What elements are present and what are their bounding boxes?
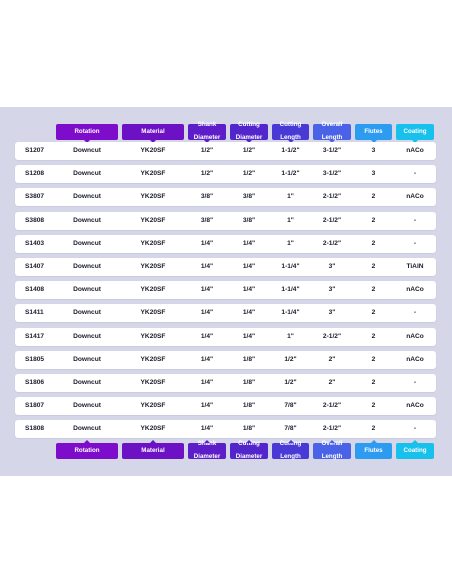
cell-cutting_len: 1" [287, 332, 294, 340]
cell-rotation: Downcut [73, 355, 101, 363]
cell-material: YK20SF [140, 216, 166, 224]
column-header-label: Diameter [235, 453, 263, 461]
cell-coating: TiAlN [406, 263, 424, 270]
cell-overall: 2-1/2" [322, 332, 342, 340]
cell-cutting_len: 1-1/4" [281, 286, 300, 294]
cell-flutes: 3 [371, 170, 376, 178]
cell-rotation: Downcut [73, 402, 101, 410]
cell-rotation: Downcut [73, 263, 101, 270]
cell-flutes: 2 [371, 239, 376, 247]
table-row [15, 188, 436, 206]
cell-rotation: Downcut [73, 170, 101, 178]
cell-coating: - [413, 170, 417, 178]
cell-shank: 1/4" [200, 355, 214, 363]
column-header-overall-bottom [313, 440, 351, 461]
cell-rotation: Downcut [73, 286, 101, 294]
cell-rotation: Downcut [73, 309, 101, 317]
cell-material: YK20SF [140, 402, 166, 410]
column-header-label: Material [141, 127, 165, 135]
column-header-label: Diameter [193, 134, 221, 142]
cell-rotation: Downcut [73, 425, 101, 433]
cell-overall: 2-1/2" [322, 239, 342, 247]
table-header-top [15, 121, 436, 142]
column-header-label: Rotation [74, 446, 100, 454]
table-row [15, 328, 436, 346]
cell-material: YK20SF [140, 170, 166, 178]
column-header-label: Diameter [235, 134, 263, 142]
cell-coating: nACo [406, 402, 424, 410]
cell-coating: - [413, 216, 417, 224]
cell-rotation: Downcut [73, 193, 101, 201]
cell-cutting_dia: 1/4" [242, 239, 256, 247]
table-row [15, 351, 436, 369]
cell-cutting_dia: 1/2" [242, 147, 256, 154]
cell-overall: 3" [328, 286, 336, 294]
column-header-label: Overall [321, 121, 343, 129]
cell-overall: 2-1/2" [322, 193, 342, 201]
cell-code: S1403 [25, 239, 45, 247]
cell-overall: 2" [328, 379, 336, 386]
column-header-cutting_len-top [272, 121, 309, 142]
column-header-label: Coating [403, 446, 427, 454]
cell-shank: 1/4" [200, 425, 214, 433]
column-header-label: Material [141, 446, 165, 454]
cell-flutes: 2 [371, 286, 376, 294]
cell-cutting_len: 1-1/2" [281, 170, 300, 178]
cell-cutting_len: 7/8" [284, 425, 297, 433]
cell-cutting_len: 1-1/4" [281, 263, 300, 270]
cell-material: YK20SF [140, 379, 166, 386]
cell-code: S1417 [25, 332, 45, 340]
column-header-label: Rotation [74, 127, 100, 135]
cell-material: YK20SF [140, 239, 166, 247]
column-header-material-top [122, 124, 184, 140]
cell-code: S1207 [25, 147, 45, 154]
cell-cutting_len: 1/2" [284, 355, 297, 363]
column-header-flutes-bottom [355, 443, 392, 459]
cell-code: S1805 [25, 355, 45, 363]
cell-overall: 2-1/2" [322, 216, 342, 224]
cell-code: S1208 [25, 170, 45, 178]
column-header-label: Flutes [364, 127, 383, 135]
cell-material: YK20SF [140, 425, 166, 433]
column-header-coating-bottom [396, 443, 434, 459]
column-header-rotation-bottom [56, 443, 118, 459]
table-row [15, 142, 436, 160]
column-header-label: Cutting [238, 440, 260, 448]
column-header-label: Length [280, 134, 301, 142]
cell-flutes: 2 [371, 425, 376, 433]
cell-overall: 3" [328, 263, 336, 270]
column-header-overall-top [313, 121, 351, 142]
cell-shank: 1/4" [200, 332, 214, 340]
cell-shank: 1/4" [200, 309, 214, 317]
column-header-coating-top [396, 124, 434, 140]
column-header-cutting_len-bottom [272, 440, 309, 461]
cell-cutting_dia: 1/4" [242, 309, 256, 317]
cell-code: S3808 [25, 216, 45, 224]
column-header-label: Diameter [193, 453, 221, 461]
cell-cutting_dia: 1/8" [242, 355, 256, 363]
column-header-label: Cutting [279, 440, 302, 448]
column-header-label: Coating [403, 127, 427, 135]
cell-material: YK20SF [140, 286, 166, 294]
cell-shank: 1/4" [200, 286, 214, 294]
table-row [15, 258, 436, 276]
cell-code: S1411 [25, 309, 44, 317]
cell-cutting_dia: 3/8" [242, 193, 256, 201]
cell-coating: nACo [406, 286, 424, 294]
cell-cutting_dia: 1/2" [242, 170, 256, 178]
cell-cutting_len: 7/8" [284, 402, 297, 410]
cell-overall: 2" [328, 355, 336, 363]
cell-rotation: Downcut [73, 332, 101, 340]
cell-flutes: 2 [371, 332, 376, 340]
column-header-cutting_dia-top [230, 121, 268, 142]
table-row [15, 165, 436, 183]
cell-coating: - [413, 239, 417, 247]
column-header-label: Cutting [279, 121, 302, 129]
cell-shank: 1/4" [200, 402, 214, 410]
cell-cutting_len: 1" [287, 216, 294, 224]
cell-flutes: 2 [371, 193, 376, 201]
table-header-bottom [15, 440, 436, 461]
column-header-shank-top [188, 121, 226, 142]
cell-cutting_len: 1-1/4" [281, 309, 300, 317]
cell-cutting_len: 1" [287, 239, 294, 247]
cell-coating: - [413, 309, 417, 317]
cell-coating: nACo [406, 355, 424, 363]
cell-shank: 3/8" [200, 216, 214, 224]
cell-material: YK20SF [140, 263, 166, 270]
cell-cutting_len: 1" [287, 193, 294, 201]
cell-cutting_dia: 1/8" [242, 425, 256, 433]
cell-flutes: 2 [371, 379, 376, 386]
cell-rotation: Downcut [73, 216, 101, 224]
cell-overall: 3-1/2" [322, 170, 342, 178]
cell-code: S1807 [25, 402, 45, 410]
cell-shank: 1/4" [200, 379, 214, 386]
cell-code: S1408 [25, 286, 45, 294]
cell-flutes: 2 [371, 263, 376, 270]
cell-code: S1806 [25, 379, 45, 386]
cell-rotation: Downcut [73, 147, 101, 154]
cell-cutting_dia: 1/4" [242, 286, 256, 294]
cell-code: S3807 [25, 193, 45, 201]
cell-coating: nACo [406, 332, 424, 340]
column-header-material-bottom [122, 443, 184, 459]
cell-overall: 3-1/2" [322, 147, 342, 154]
cell-rotation: Downcut [73, 379, 101, 386]
cell-shank: 1/4" [200, 263, 214, 270]
column-header-cutting_dia-bottom [230, 440, 268, 461]
cell-rotation: Downcut [73, 239, 101, 247]
cell-material: YK20SF [140, 355, 166, 363]
table-row [15, 212, 436, 230]
column-header-label: Length [321, 453, 343, 461]
column-header-label: Length [321, 134, 343, 142]
cell-coating: nACo [406, 193, 424, 201]
cell-material: YK20SF [140, 309, 166, 317]
column-header-label: Flutes [364, 446, 383, 454]
table-row [15, 420, 436, 438]
cell-cutting_dia: 1/8" [242, 402, 256, 410]
cell-overall: 2-1/2" [322, 402, 342, 410]
cell-overall: 2-1/2" [322, 425, 342, 433]
table-row [15, 374, 436, 392]
cell-cutting_len: 1/2" [284, 379, 297, 386]
cell-coating: - [413, 425, 417, 433]
column-header-flutes-top [355, 124, 392, 140]
cell-material: YK20SF [140, 332, 166, 340]
cell-flutes: 2 [371, 309, 376, 317]
column-header-label: Cutting [238, 121, 260, 129]
cell-cutting_dia: 1/4" [242, 332, 256, 340]
column-header-label: Length [280, 453, 301, 461]
cell-overall: 3" [328, 309, 336, 317]
cell-flutes: 2 [371, 402, 376, 410]
cell-material: YK20SF [140, 147, 166, 154]
cell-cutting_dia: 3/8" [242, 216, 256, 224]
column-header-label: Shank [197, 121, 217, 129]
cell-shank: 1/2" [200, 147, 214, 154]
cell-code: S1407 [25, 263, 45, 270]
cell-material: YK20SF [140, 193, 166, 201]
cell-flutes: 3 [371, 147, 376, 154]
cell-cutting_dia: 1/8" [242, 379, 256, 386]
table-row [15, 235, 436, 253]
cell-coating: nACo [406, 147, 424, 154]
cell-shank: 1/2" [200, 170, 214, 178]
column-header-label: Shank [197, 440, 217, 448]
cell-flutes: 2 [371, 355, 376, 363]
cell-cutting_dia: 1/4" [242, 263, 256, 270]
column-header-label: Overall [321, 440, 343, 448]
column-header-rotation-top [56, 124, 118, 140]
table-row [15, 397, 436, 415]
cell-shank: 1/4" [200, 239, 214, 247]
table-row [15, 304, 436, 322]
cell-shank: 3/8" [200, 193, 214, 201]
column-header-shank-bottom [188, 440, 226, 461]
cell-code: S1808 [25, 425, 45, 433]
cell-flutes: 2 [371, 216, 376, 224]
table-row [15, 281, 436, 299]
cell-coating: - [413, 379, 417, 386]
cell-cutting_len: 1-1/2" [281, 147, 300, 154]
